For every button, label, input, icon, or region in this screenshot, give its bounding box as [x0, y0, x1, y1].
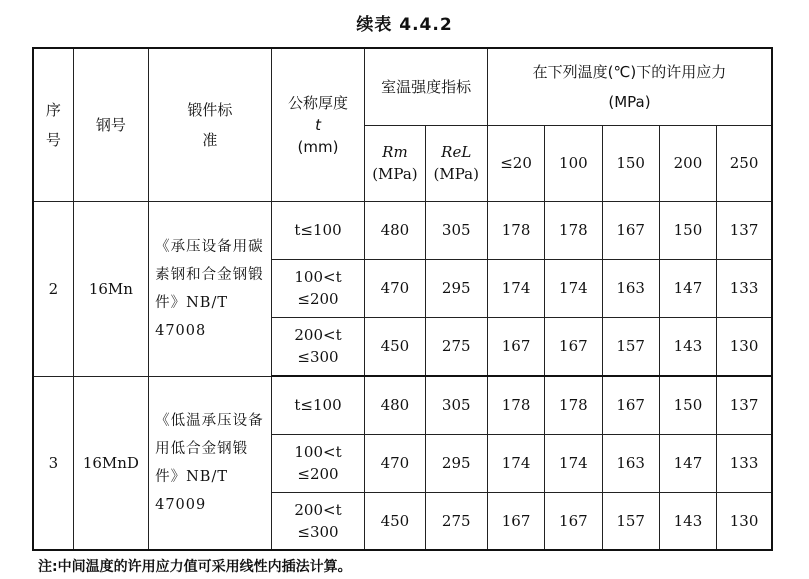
header-rel-symbol: ReL	[441, 143, 472, 161]
rm-cell: 480	[365, 376, 425, 434]
stress-cell: 157	[602, 317, 659, 376]
rel-cell: 305	[425, 201, 487, 259]
stress-cell: 133	[717, 434, 772, 492]
header-thickness	[271, 48, 365, 201]
seq-cell: 3	[33, 376, 73, 550]
stress-cell: 130	[717, 492, 772, 550]
thickness-cell: 200<t ≤300	[271, 492, 365, 550]
stress-cell: 147	[659, 434, 716, 492]
stress-cell: 133	[717, 259, 772, 317]
rel-cell: 275	[425, 317, 487, 376]
stress-cell: 178	[545, 376, 602, 434]
stress-cell: 167	[487, 492, 544, 550]
stress-cell: 178	[487, 376, 544, 434]
header-grade: 钢号	[73, 48, 148, 201]
rm-cell: 470	[365, 259, 425, 317]
stress-cell: 157	[602, 492, 659, 550]
grade-cell: 16Mn	[73, 201, 148, 376]
stress-cell: 178	[545, 201, 602, 259]
table-row	[33, 201, 772, 259]
thickness-cell: t≤100	[271, 201, 365, 259]
header-seq: 序号	[33, 48, 73, 201]
header-rm-unit: (MPa)	[372, 165, 418, 183]
header-room-temp: 室温强度指标	[365, 48, 488, 125]
rel-cell: 275	[425, 492, 487, 550]
table-note: 注:中间温度的许用应力值可采用线性内插法计算。	[38, 559, 352, 575]
stress-cell: 143	[659, 492, 716, 550]
stress-cell: 137	[717, 376, 772, 434]
standard-cell: 《低温承压设备用低合金钢锻件》NB/T 47009	[149, 376, 272, 550]
stress-cell: 174	[545, 434, 602, 492]
stress-cell: 167	[545, 317, 602, 376]
thickness-cell: t≤100	[271, 376, 365, 434]
stress-cell: 130	[717, 317, 772, 376]
header-rm	[365, 125, 425, 201]
table-title: 续表 4.4.2	[356, 15, 453, 35]
stress-cell: 150	[659, 201, 716, 259]
rel-cell: 295	[425, 434, 487, 492]
header-temp: 100	[545, 125, 602, 201]
thickness-cell: 100<t ≤200	[271, 434, 365, 492]
stress-cell: 163	[602, 259, 659, 317]
header-thickness-label: 公称厚度	[288, 93, 349, 112]
header-standard: 锻件标准	[149, 48, 272, 201]
rm-cell: 450	[365, 492, 425, 550]
header-temp: ≤20	[487, 125, 544, 201]
header-thickness-var: t	[315, 115, 321, 134]
stress-cell: 143	[659, 317, 716, 376]
header-temp: 150	[602, 125, 659, 201]
header-allowable: 在下列温度(℃)下的许用应力(MPa)	[487, 48, 772, 125]
stress-cell: 163	[602, 434, 659, 492]
thickness-cell: 200<t ≤300	[271, 317, 365, 376]
rm-cell: 450	[365, 317, 425, 376]
rel-cell: 305	[425, 376, 487, 434]
grade-cell: 16MnD	[73, 376, 148, 550]
stress-cell: 174	[545, 259, 602, 317]
header-rm-symbol: Rm	[382, 143, 408, 161]
header-temp: 250	[717, 125, 772, 201]
seq-cell: 2	[33, 201, 73, 376]
allowable-stress-table	[32, 47, 773, 551]
header-rel	[425, 125, 487, 201]
thickness-cell: 100<t ≤200	[271, 259, 365, 317]
rm-cell: 480	[365, 201, 425, 259]
header-thickness-unit: (mm)	[297, 137, 339, 156]
stress-cell: 174	[487, 434, 544, 492]
stress-cell: 167	[602, 376, 659, 434]
stress-cell: 167	[545, 492, 602, 550]
stress-cell: 167	[602, 201, 659, 259]
header-temp: 200	[659, 125, 716, 201]
stress-cell: 137	[717, 201, 772, 259]
stress-cell: 167	[487, 317, 544, 376]
header-rel-unit: (MPa)	[433, 165, 479, 183]
stress-cell: 174	[487, 259, 544, 317]
rel-cell: 295	[425, 259, 487, 317]
table-row	[33, 376, 772, 434]
rm-cell: 470	[365, 434, 425, 492]
stress-cell: 147	[659, 259, 716, 317]
stress-cell: 178	[487, 201, 544, 259]
stress-cell: 150	[659, 376, 716, 434]
standard-cell: 《承压设备用碳素钢和合金钢锻件》NB/T 47008	[149, 201, 272, 376]
